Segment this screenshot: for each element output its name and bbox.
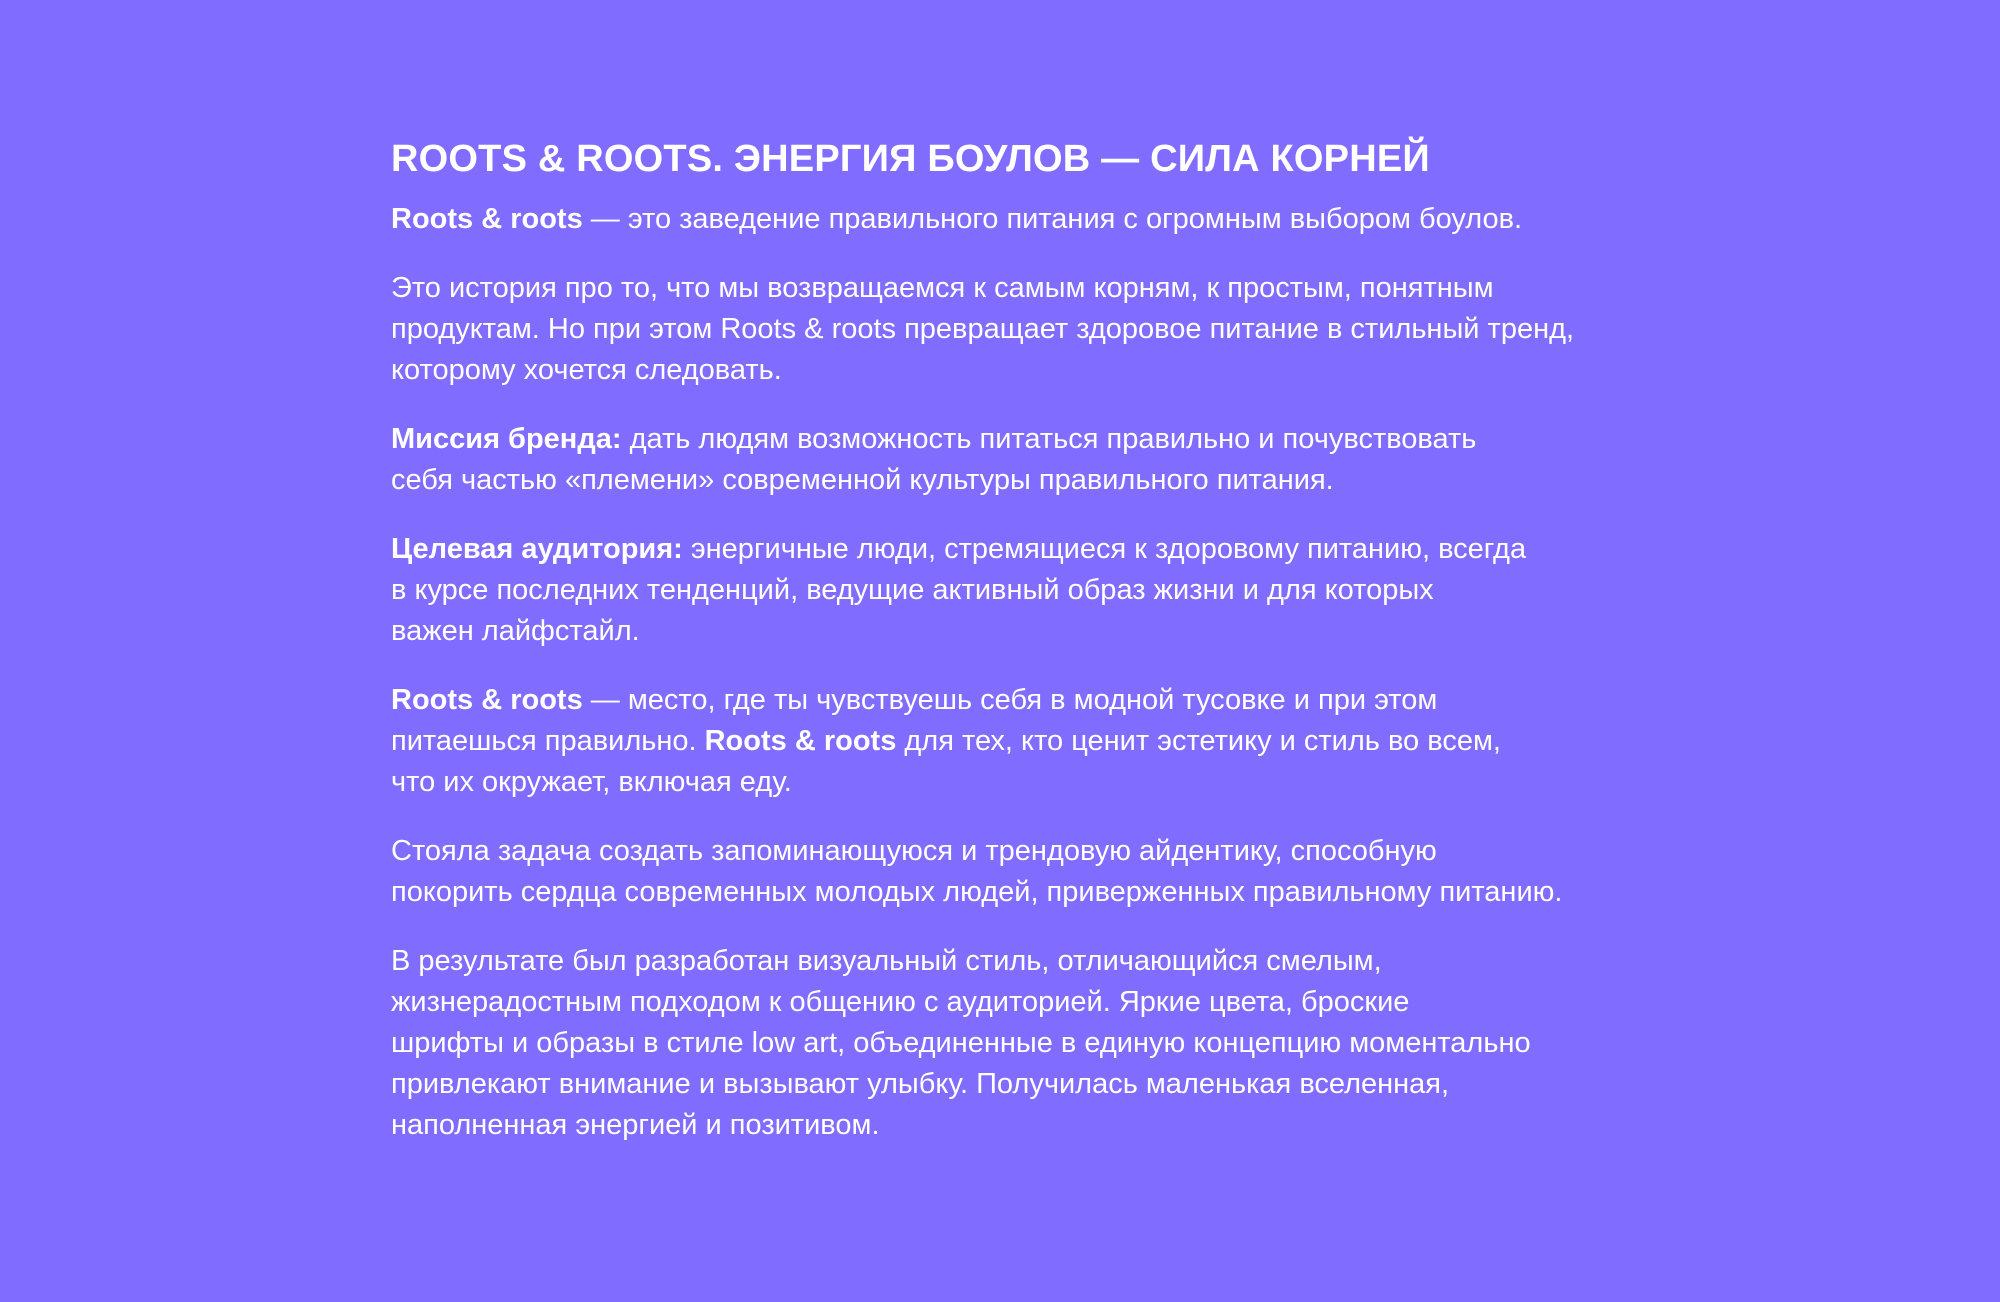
text-line: [391, 529, 1691, 570]
audience-label: Целевая аудитория:: [391, 533, 683, 565]
paragraph-intro: [391, 199, 1691, 240]
paragraph-mission: [391, 419, 1691, 501]
paragraph-place: [391, 680, 1691, 803]
line-text: питаешься правильно.: [391, 725, 705, 757]
line-text: для тех, кто ценит эстетику и стиль во всем,: [896, 725, 1501, 757]
paragraph-audience: [391, 529, 1691, 652]
text-line: [391, 199, 1691, 240]
brand-name: Roots & roots: [391, 203, 583, 235]
text-line: которому хочется следовать.: [391, 354, 782, 386]
text-line: наполненная энергией и позитивом.: [391, 1109, 880, 1141]
text-line: продуктам. Но при этом Roots & roots превращает здоровое питание в стильный тренд,: [391, 313, 1575, 345]
text-line: привлекают внимание и вызывают улыбку. Получилась маленькая вселенная,: [391, 1068, 1450, 1100]
text-line: что их окружает, включая еду.: [391, 766, 792, 798]
brand-name: Roots & roots: [704, 725, 897, 757]
page-title: ROOTS & ROOTS. ЭНЕРГИЯ БОУЛОВ — СИЛА КОРНЕЙ: [391, 138, 1430, 180]
text-line: Стояла задача создать запоминающуюся и трендовую айдентику, способную: [391, 835, 1437, 867]
text-line: [391, 721, 1691, 762]
text-block: [391, 133, 1691, 1146]
text-line: шрифты и образы в стиле low art, объединенные в единую концепцию моментально: [391, 1027, 1531, 1059]
text-line: покорить сердца современных молодых людей, приверженных правильному питанию.: [391, 876, 1563, 908]
paragraph-story: [391, 268, 1691, 391]
line-text: — это заведение правильного питания с огромным выбором боулов.: [582, 203, 1523, 235]
text-line: в курсе последних тенденций, ведущие активный образ жизни и для которых: [391, 574, 1434, 606]
text-line: себя частью «племени» современной культуры правильного питания.: [391, 464, 1334, 496]
text-line: В результате был разработан визуальный стиль, отличающийся смелым,: [391, 945, 1382, 977]
text-line: жизнерадостным подходом к общению с аудиторией. Яркие цвета, броские: [391, 986, 1410, 1018]
text-line: [391, 419, 1691, 460]
paragraph-result: [391, 941, 1691, 1146]
paragraph-task: [391, 831, 1691, 913]
brand-name: Roots & roots: [391, 684, 583, 716]
line-text: дать людям возможность питаться правильно и почувствовать: [621, 423, 1477, 455]
text-line: [391, 680, 1691, 721]
text-line: важен лайфстайл.: [391, 615, 640, 647]
mission-label: Миссия бренда:: [391, 423, 622, 455]
line-text: энергичные люди, стремящиеся к здоровому питанию, всегда: [682, 533, 1527, 565]
line-text: — место, где ты чувствуешь себя в модной тусовке и при этом: [582, 684, 1438, 716]
text-line: Это история про то, что мы возвращаемся к самым корням, к простым, понятным: [391, 272, 1494, 304]
